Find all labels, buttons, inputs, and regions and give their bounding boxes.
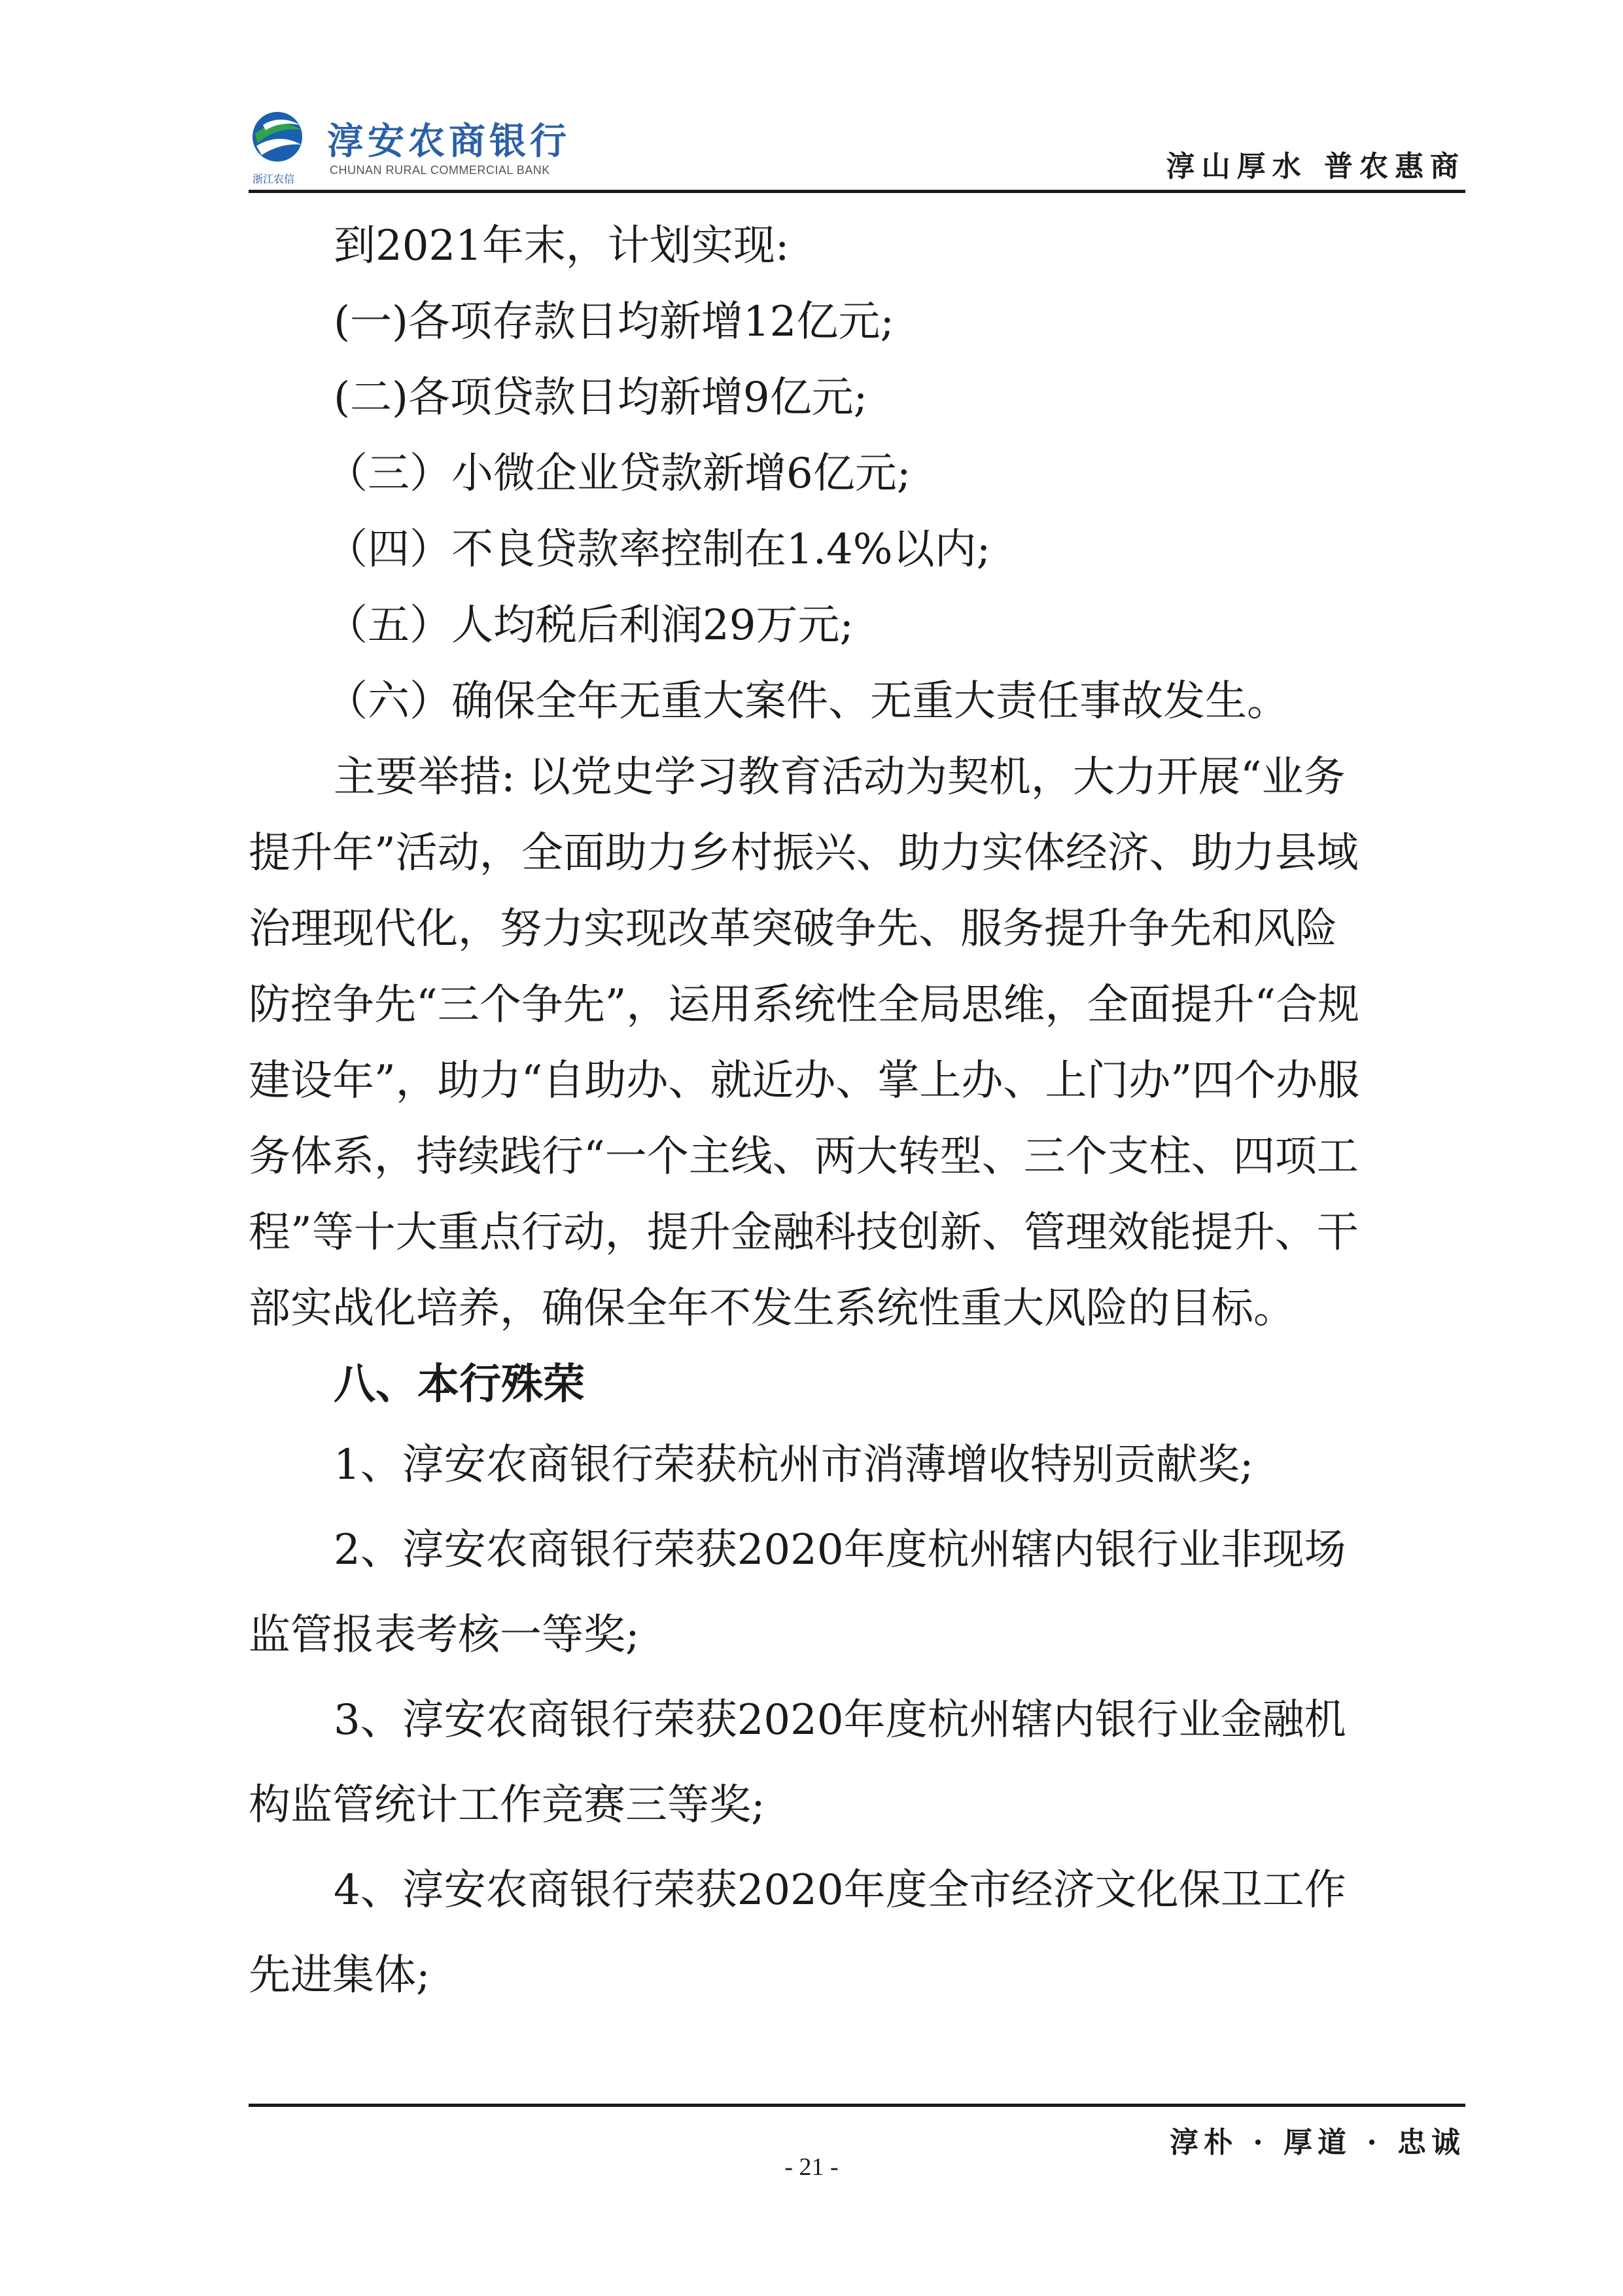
target-item-6: （六）确保全年无重大案件、无重大责任事故发生。 <box>326 677 1289 726</box>
logo-caption: 浙江农信 <box>253 173 295 185</box>
main-measures-paragraph: 主要举措: 以党史学习教育活动为契机，大力开展“业务提升年”活动，全面助力乡村振兴、助力实体经济、助力县域治理现代化，努力实现改革突破争先、服务提升争先和风险防控争先“三个争先”，运用系统性全局思维，全面提升“合规建设年”，助力“自助办、就近办、掌上办、上门办”四个办服务体系，持续践行“一个主线、两大转型、三个支柱、四项工程”等十大重点行动，提升金融科技创新、管理效能提升、干部实战化培养，确保全年不发生系统性重大风险的目标。 <box>249 753 1360 1333</box>
target-item-3: （三）小微企业贷款新增6亿元; <box>326 450 911 498</box>
footer-slogan: 淳朴 · 厚道 · 忠诚 <box>1170 2126 1465 2159</box>
target-item-2: (二)各项贷款日均新增9亿元; <box>334 374 868 422</box>
bank-logo <box>249 108 327 186</box>
target-item-1: (一)各项存款日均新增12亿元; <box>334 298 894 346</box>
target-item-5: （五）人均税后利润29万元; <box>326 601 854 650</box>
section-heading: 八、本行殊荣 <box>334 1360 585 1409</box>
header-slogan: 淳山厚水 普农惠商 <box>1166 150 1465 183</box>
award-item-3: 3、淳安农商银行荣获2020年度杭州辖内银行业金融机构监管统计工作竞赛三等奖; <box>249 1696 1346 1829</box>
plan-intro: 到2021年末，计划实现: <box>334 222 790 270</box>
bank-name: 淳安农商银行 <box>327 120 570 163</box>
award-item-1: 1、淳安农商银行荣获杭州市消薄增收特别贡献奖; <box>334 1441 1254 1489</box>
page-header <box>249 98 1465 196</box>
bank-name-english: CHUNAN RURAL COMMERCIAL BANK <box>330 164 550 177</box>
target-item-4: （四）不良贷款率控制在1.4%以内; <box>326 525 991 574</box>
award-item-2: 2、淳安农商银行荣获2020年度杭州辖内银行业非现场监管报表考核一等奖; <box>249 1526 1346 1659</box>
header-divider <box>249 190 1465 193</box>
footer-divider <box>249 2104 1465 2107</box>
page-content <box>249 208 1374 2018</box>
bank-logo-icon <box>249 108 327 173</box>
page-number: - 21 - <box>784 2153 839 2181</box>
award-item-4: 4、淳安农商银行荣获2020年度全市经济文化保卫工作先进集体; <box>249 1866 1346 2000</box>
